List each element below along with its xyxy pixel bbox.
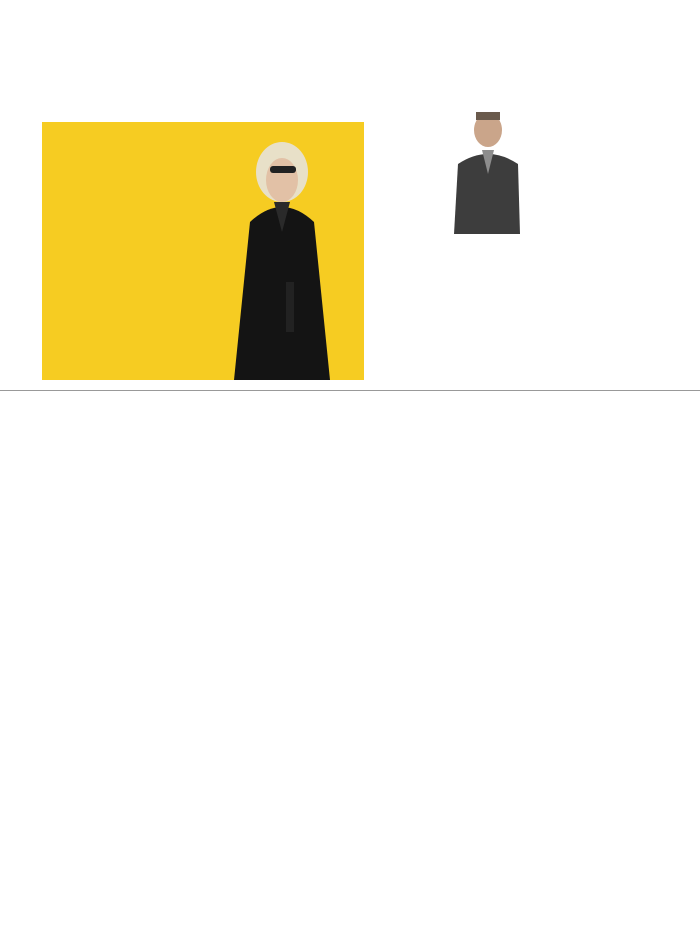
section-divider bbox=[0, 390, 700, 391]
page-header-date bbox=[42, 20, 45, 32]
film-photo-atomica bbox=[190, 132, 364, 380]
film-column-middle bbox=[372, 122, 522, 132]
